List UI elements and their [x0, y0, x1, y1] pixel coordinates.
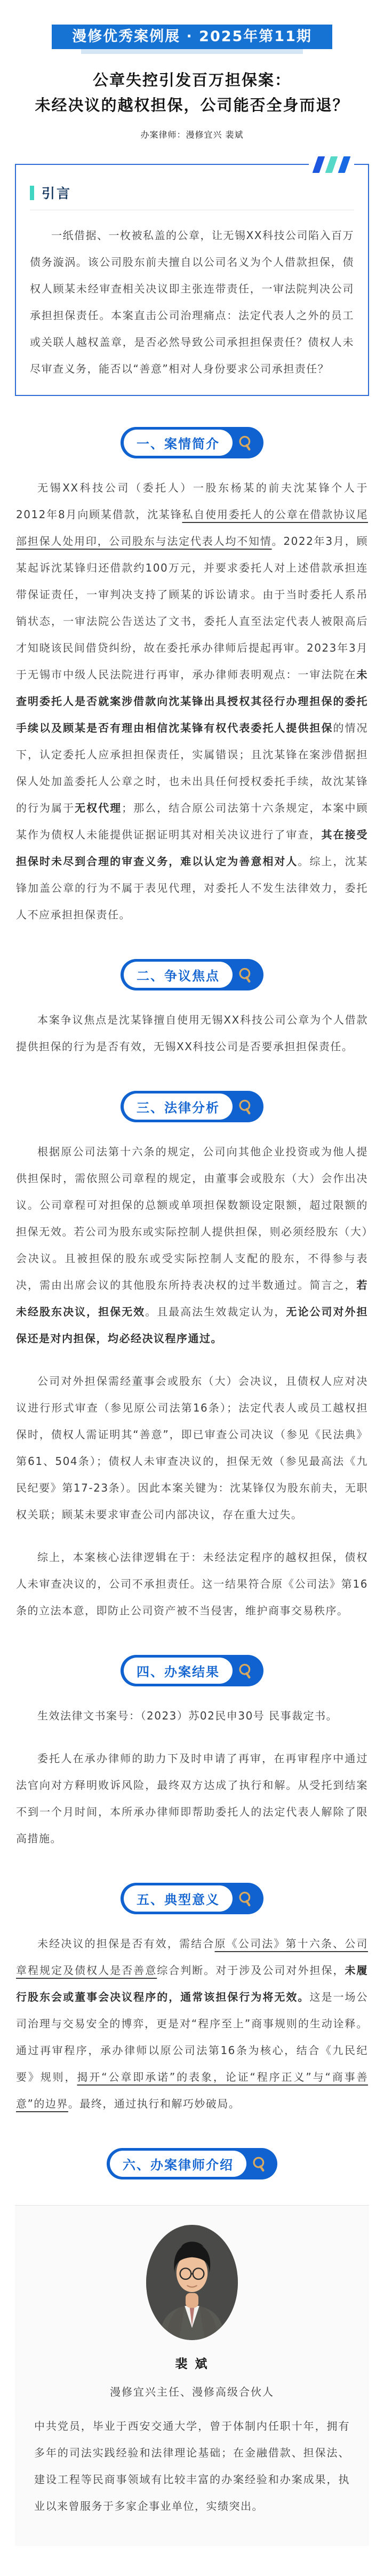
magnifier-icon [237, 1662, 255, 1680]
magnifier-icon [251, 2155, 269, 2173]
section-badge-label: 三、法律分析 [124, 1093, 233, 1120]
text-segment: 未履行股东会或董事会决议程序的，通常该担保行为将无效。 [16, 1964, 369, 2004]
text-segment: 其在接受担保时未尽到合理的审查义务，难以认定为善意相对人 [16, 828, 369, 868]
slash-decoration-icon [309, 156, 354, 173]
text-segment: 公司对外担保需经董事会或股东（大）会决议，且债权人应对决议进行形式审查（参见原公司法第16条）；法定代表人或员工越权担保时，债权人需证明其“善意”，即已审查公司决议（参见《民法典》第61、504条）；债权人未审查决议的，担保无效（参见最高法《九民纪要》第17-23条）。因此本案关键为：沈某锋仅为股东前夫，无职权关联；顾某未要求审查公司内部决议，存在重大过失。 [16, 1375, 368, 1521]
section-badge-label: 二、争议焦点 [124, 962, 233, 988]
section-badge-1 [0, 427, 384, 458]
section-badge-3 [0, 1091, 384, 1122]
text-segment: 。综上，沈某锋加盖公章的行为不属于表见代理，对委托人不发生法律效力，委托人不应承担担保责任。 [16, 855, 369, 922]
lawyer-name: 裴 斌 [175, 2357, 209, 2372]
lawyer-title: 漫修宜兴主任、漫修高级合伙人 [110, 2385, 274, 2399]
section-badge-pill [107, 2148, 277, 2179]
text-segment: 这是一场公司治理与交易安全的博弈，更是对“程序至上”商事规则的生动诠释。通过再审程序，承办律师以原公司法第16条为核心，结合《九民纪要》规则， [16, 1991, 369, 2084]
text-segment: 。最终，通过执行和解巧妙破局。 [68, 2097, 241, 2111]
section-badge-pill [121, 1883, 263, 1914]
page-title-line1: 公章失控引发百万担保案： [92, 71, 291, 90]
issue-banner-label: 漫修优秀案例展 · 2025年第11期 [52, 25, 332, 49]
section-badge-5 [0, 1883, 384, 1914]
magnifier-icon [237, 1098, 255, 1116]
lawyer-photo-wrap [34, 2225, 350, 2340]
section-badge-pill [121, 1091, 263, 1122]
lawyer-bio: 中共党员，毕业于西安交通大学，曾于体制内任职十年，拥有多年的司法实践经验和法律理论基础；在金融借款、担保法、建设工程等民商事领域有比较丰富的办案经验和办案成果，执业以来曾服务于多家企事业单位，实绩突出。 [34, 2420, 350, 2513]
magnifier-icon [237, 434, 255, 452]
section-badge-label: 一、案情简介 [124, 430, 233, 456]
section-paragraph [16, 1702, 368, 1729]
section-paragraph [16, 1930, 368, 2117]
section-paragraph [16, 1368, 368, 1528]
section-badge-label: 四、办案结果 [124, 1658, 233, 1684]
slash-teal-icon [325, 156, 338, 173]
text-segment: 委托人在承办律师的助力下及时申请了再审，在再审程序中通过法官向对方释明败诉风险，最终双方达成了执行和解。从受托到结案不到一个月时间，本所承办律师即帮助委托人的法定代表人解除了限高措施。 [16, 1752, 368, 1845]
issue-banner [0, 25, 384, 54]
section-badge-6 [0, 2148, 384, 2179]
text-segment: 若未经股东决议，担保无效 [16, 1279, 368, 1319]
lawyer-card [15, 2205, 369, 2546]
lawyer-portrait-photo [146, 2225, 238, 2340]
section-paragraph [16, 1544, 368, 1624]
slash-blue-icon [338, 156, 351, 173]
intro-heading [30, 183, 354, 202]
text-segment: 生效法律文书案号：（2023）苏02民申30号 民事裁定书。 [37, 1709, 338, 1723]
section-badge-pill [121, 1655, 263, 1686]
text-segment: 无论公司对外担保还是对内担保，均必经决议程序通过。 [16, 1305, 369, 1345]
magnifier-icon [237, 966, 255, 984]
text-segment: 原《公司法》第十六条、公司章程规定及债权人是否善意 [16, 1937, 368, 1977]
text-segment: 私自使用委托人的公章在借款协议尾部担保人处用印，公司股东与法定代表人均不知情 [16, 508, 369, 548]
text-segment: 未查明委托人是否就案涉借款向沈某锋出具授权其径行办理担保的委托手续以及顾某是否有理由相信沈某锋有权代表委托人提供担保 [16, 668, 368, 735]
page-title [11, 68, 373, 117]
slash-blue-icon [313, 156, 325, 173]
section-badge-4 [0, 1655, 384, 1686]
section-badge-pill [121, 427, 263, 458]
text-segment: 的情况下，认定委托人应承担担保责任，实属错误；且沈某锋在案涉借据担保人处加盖委托人公章之时，也未出具任何授权委托手续，故沈某锋的行为属于 [16, 722, 369, 815]
text-segment: 未经决议的担保是否有效，需结合 [37, 1937, 215, 1951]
article-body [0, 427, 384, 2576]
intro-box [15, 164, 369, 396]
section-badge-label: 五、典型意义 [124, 1885, 233, 1912]
magnifier-icon [237, 1890, 255, 1908]
text-segment: 无权代理 [75, 802, 122, 815]
section-paragraph [16, 1138, 368, 1352]
byline: 办案律师：漫修宜兴 裴斌 [140, 130, 244, 140]
text-segment: 。且最高法生效裁定认为， [145, 1305, 286, 1319]
intro-heading-label: 引言 [42, 186, 72, 202]
text-segment: 无锡XX科技公司（委托人）一股东杨某的前夫沈某锋个人于2012年8月向顾某借款，沈某锋 [16, 481, 368, 521]
section-badge-label: 六、办案律师介绍 [110, 2151, 246, 2177]
page-title-line2: 未经决议的越权担保，公司能否全身而退？ [35, 96, 349, 114]
text-segment: 本案争议焦点是沈某锋擅自使用无锡XX科技公司公章为个人借款提供担保的行为是否有效，无锡XX科技公司是否要承担担保责任。 [16, 1013, 368, 1053]
teal-bar-icon [30, 186, 34, 200]
text-segment: 根据原公司法第十六条的规定，公司向其他企业投资或为他人提供担保时，需依照公司章程的规定，由董事会或股东（大）会作出决议。公司章程可对担保的总额或单项担保数额设定限额，超过限额的担保无效。若公司为股东或实际控制人提供担保，则必须经股东（大）会决议。且被担保的股东或受实际控制人支配的股东，不得参与表决，需由出席会议的其他股东所持表决权的过半数通过。简言之， [16, 1145, 368, 1292]
text-segment: ；那么，结合原公司法第十六条规定，本案中顾某作为债权人未能提供证据证明其对相关决议进行了审查， [16, 802, 369, 842]
text-segment: 综上，本案核心法律逻辑在于：未经法定程序的越权担保，债权人未审查决议的，公司不承担责任。这一结果符合原《公司法》第16条的立法本意，即防止公司资产被不当侵害，维护商事交易秩序。 [16, 1551, 368, 1618]
section-paragraph [16, 1745, 368, 1852]
text-segment: 揭开“公章即承诺”的表象，论证“程序正义”与“商事善意”的边界 [16, 2071, 368, 2111]
section-paragraph [16, 1006, 368, 1060]
portrait-illustration [146, 2225, 238, 2340]
text-segment: 综合判断。对于涉及公司对外担保， [157, 1964, 345, 1977]
section-paragraph [16, 474, 368, 928]
issue-banner-shadow [81, 49, 303, 54]
section-badge-2 [0, 959, 384, 990]
text-segment: 。2022年3月，顾某起诉沈某锋归还借款约100万元，并要求委托人对上述借款承担连带保证责任，一审判决支持了顾某的诉讼请求。由于当时委托人系吊销状态，一审法院公告送达了文书，委托人直至法定代表人被限高后才知晓该民间借贷纠纷，故在委托承办律师后提起再审。2023年3月于无锡市中级人民法院进行再审，承办律师表明观点：一审法院在 [16, 535, 369, 681]
text-segment: 一纸借据、一枚被私盖的公章，让无锡XX科技公司陷入百万债务漩涡。该公司股东前夫擅自以公司名义为个人借款担保，债权人顾某未经审查相关决议即主张连带责任，一审法院判决公司承担担保责任。本案直击公司治理痛点：法定代表人之外的员工或关联人越权盖章，是否必然导致公司承担担保责任？债权人未尽审查义务，能否以“善意”相对人身份要求公司承担责任？ [30, 229, 354, 376]
section-badge-pill [121, 959, 263, 990]
bottom-spacer [0, 2546, 384, 2576]
intro-paragraph [30, 222, 354, 382]
